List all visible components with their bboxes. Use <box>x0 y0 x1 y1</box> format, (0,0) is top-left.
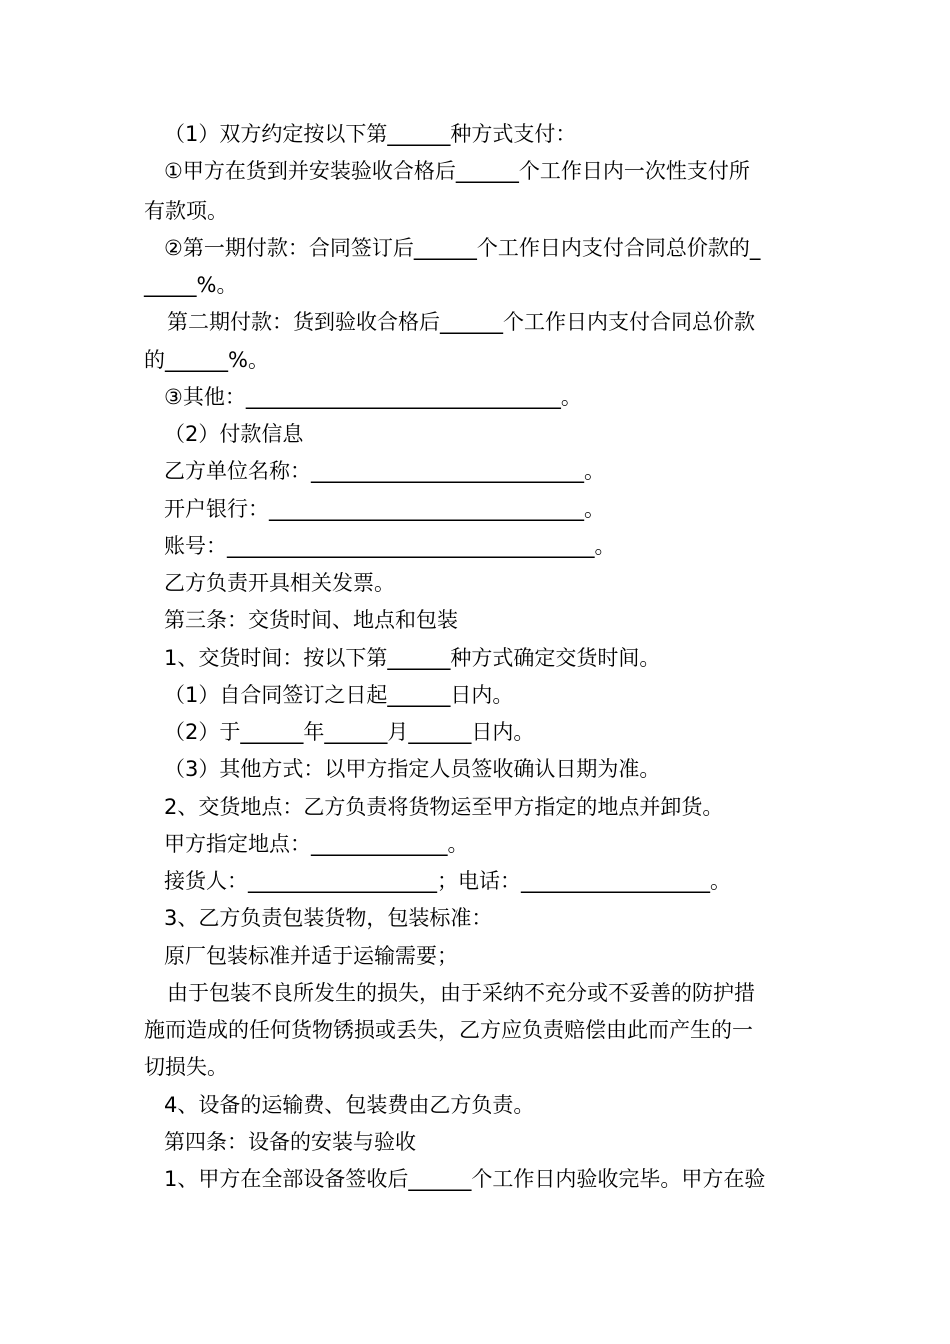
delivery-location-line: 2、交货地点：乙方负责将货物运至甲方指定的地点并卸货。 <box>164 795 724 819</box>
loss-clause-line-3: 切损失。 <box>144 1055 228 1079</box>
option-2-line-2: _____%。 <box>144 273 238 297</box>
article-3-heading: 第三条：交货时间、地点和包装 <box>164 608 458 632</box>
invoice-line: 乙方负责开具相关发票。 <box>164 571 395 595</box>
option-3-line: ③其他：______________________________。 <box>164 385 582 409</box>
option-1-line-2: 有款项。 <box>144 199 228 223</box>
receiver-phone-line: 接货人：__________________；电话：__________________。 <box>164 869 731 893</box>
delivery-time-line: 1、交货时间：按以下第______种方式确定交货时间。 <box>164 646 661 670</box>
designated-location-line: 甲方指定地点：_____________。 <box>164 832 469 856</box>
bank-line: 开户银行：______________________________。 <box>164 497 605 521</box>
delivery-option-1: （1）自合同签订之日起______日内。 <box>164 683 514 707</box>
article-4-heading: 第四条：设备的安装与验收 <box>164 1130 416 1154</box>
loss-clause-line-1: 由于包装不良所发生的损失，由于采纳不充分或不妥善的防护措 <box>167 981 755 1005</box>
delivery-option-2: （2）于______年______月______日内。 <box>164 720 535 744</box>
option-2-line-1: ②第一期付款：合同签订后______个工作日内支付合同总价款的_ <box>164 236 761 260</box>
second-payment-line-2: 的______%。 <box>144 348 269 372</box>
transport-fee-line: 4、设备的运输费、包装费由乙方负责。 <box>164 1093 535 1117</box>
payment-info-heading: （2）付款信息 <box>164 422 304 446</box>
payment-method-clause: （1）双方约定按以下第______种方式支付： <box>164 122 577 146</box>
loss-clause-line-2: 施而造成的任何货物锈损或丢失，乙方应负责赔偿由此而产生的一 <box>144 1018 753 1042</box>
option-1-line-1: ①甲方在货到并安装验收合格后______个工作日内一次性支付所 <box>164 159 750 183</box>
second-payment-line-1: 第二期付款：货到验收合格后______个工作日内支付合同总价款 <box>167 310 755 334</box>
packaging-line: 3、乙方负责包装货物，包装标准： <box>164 906 493 930</box>
account-line: 账号：___________________________________。 <box>164 534 616 558</box>
delivery-option-3: （3）其他方式：以甲方指定人员签收确认日期为准。 <box>164 757 661 781</box>
acceptance-line: 1、甲方在全部设备签收后______个工作日内验收完毕。甲方在验 <box>164 1167 766 1191</box>
packaging-standard-line: 原厂包装标准并适于运输需要； <box>164 944 458 968</box>
company-name-line: 乙方单位名称：__________________________。 <box>164 459 605 483</box>
